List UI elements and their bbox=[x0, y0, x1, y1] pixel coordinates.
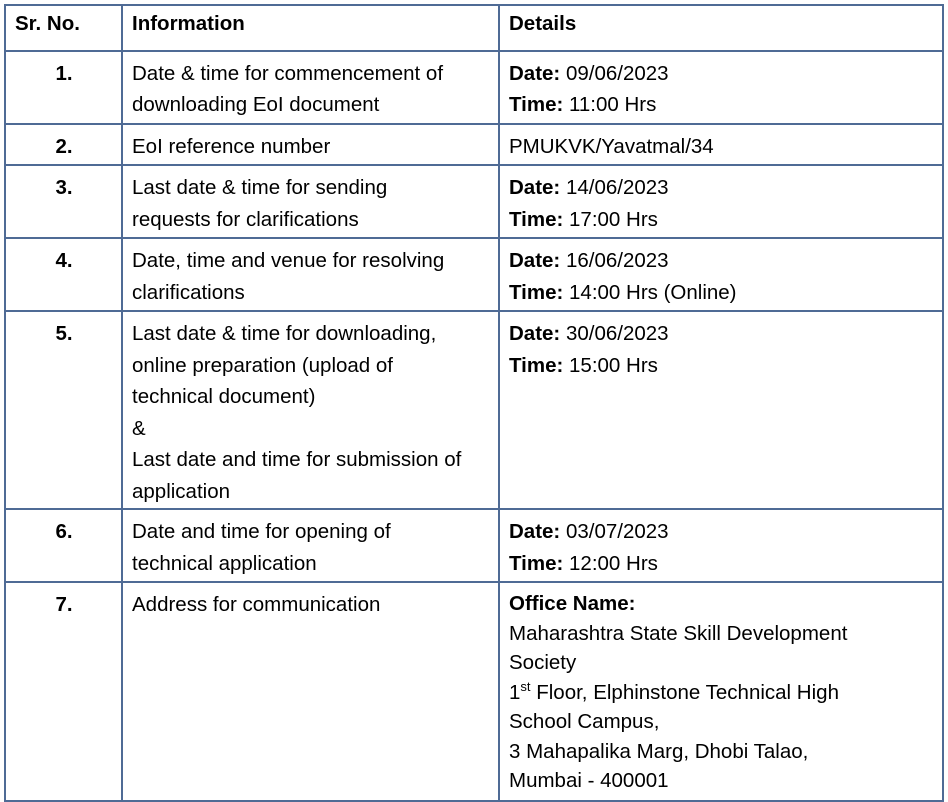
information-line: application bbox=[132, 479, 231, 503]
address-line: Maharashtra State Skill Development bbox=[509, 621, 848, 645]
details-cell bbox=[499, 124, 943, 166]
information-line: & bbox=[132, 416, 146, 440]
date-value: 03/07/2023 bbox=[565, 520, 669, 543]
information-cell bbox=[122, 311, 499, 509]
table-row bbox=[5, 238, 943, 311]
information-line: Date, time and venue for resolving bbox=[132, 249, 445, 272]
date-label: Date: bbox=[509, 520, 561, 543]
address-cell bbox=[499, 582, 943, 801]
time-label: Time: bbox=[509, 93, 564, 116]
information-line: clarifications bbox=[132, 280, 245, 304]
information-line: Date & time for commencement of bbox=[132, 61, 444, 85]
details-cell bbox=[499, 165, 943, 238]
time-label: Time: bbox=[509, 353, 564, 377]
header-details: Details bbox=[499, 5, 943, 51]
table-row bbox=[5, 124, 943, 166]
address-line: Society bbox=[509, 651, 577, 674]
information-cell bbox=[122, 165, 499, 238]
date-label: Date: bbox=[509, 249, 561, 272]
sr-number: 6. bbox=[5, 509, 122, 582]
date-value: 30/06/2023 bbox=[565, 322, 669, 345]
time-label: Time: bbox=[509, 207, 564, 231]
time-value: 11:00 Hrs bbox=[569, 93, 657, 116]
information-line: online preparation (upload of bbox=[132, 353, 393, 377]
floor-suffix: st bbox=[520, 678, 531, 694]
information-cell bbox=[122, 124, 499, 166]
information-cell bbox=[122, 582, 499, 801]
time-value: 15:00 Hrs bbox=[569, 353, 658, 377]
time-label: Time: bbox=[509, 551, 564, 575]
information-line: Address for communication bbox=[132, 593, 381, 616]
information-line: requests for clarifications bbox=[132, 207, 359, 231]
information-line: EoI reference number bbox=[132, 134, 331, 158]
sr-number: 4. bbox=[5, 238, 122, 311]
information-cell bbox=[122, 51, 499, 124]
date-value: 14/06/2023 bbox=[565, 176, 669, 199]
date-label: Date: bbox=[509, 61, 561, 85]
table-header-row bbox=[5, 5, 943, 51]
sr-number: 3. bbox=[5, 165, 122, 238]
date-label: Date: bbox=[509, 322, 561, 345]
information-line: Last date & time for sending bbox=[132, 176, 388, 199]
date-value: 16/06/2023 bbox=[565, 249, 669, 272]
time-value: 17:00 Hrs bbox=[569, 207, 658, 231]
information-cell bbox=[122, 509, 499, 582]
details-cell bbox=[499, 509, 943, 582]
information-line: Last date & time for downloading, bbox=[132, 322, 437, 345]
information-line: Date and time for opening of bbox=[132, 520, 391, 543]
table-row bbox=[5, 165, 943, 238]
information-line: technical application bbox=[132, 551, 317, 575]
details-cell bbox=[499, 238, 943, 311]
sr-number: 2. bbox=[5, 124, 122, 166]
time-value: 14:00 Hrs (Online) bbox=[569, 280, 737, 304]
table-row bbox=[5, 51, 943, 124]
table-row bbox=[5, 582, 943, 801]
information-line: technical document) bbox=[132, 385, 316, 408]
date-value: 09/06/2023 bbox=[565, 61, 669, 85]
header-sr-no: Sr. No. bbox=[5, 5, 122, 51]
sr-number: 7. bbox=[5, 582, 122, 801]
address-line: Mumbai - 400001 bbox=[509, 769, 669, 792]
eoi-schedule-table bbox=[4, 4, 944, 802]
information-line: downloading EoI document bbox=[132, 93, 380, 116]
date-label: Date: bbox=[509, 176, 561, 199]
floor-rest: Floor, Elphinstone Technical High bbox=[530, 680, 839, 704]
information-cell bbox=[122, 238, 499, 311]
address-line: School Campus, bbox=[509, 710, 660, 733]
reference-number-value: PMUKVK/Yavatmal/34 bbox=[509, 134, 714, 158]
sr-number: 1. bbox=[5, 51, 122, 124]
time-value: 12:00 Hrs bbox=[569, 551, 658, 575]
details-cell bbox=[499, 311, 943, 509]
table-row bbox=[5, 311, 943, 509]
address-line: 3 Mahapalika Marg, Dhobi Talao, bbox=[509, 739, 809, 763]
floor-number: 1 bbox=[509, 680, 521, 704]
office-name-label: Office Name: bbox=[509, 592, 636, 615]
table-row bbox=[5, 509, 943, 582]
time-label: Time: bbox=[509, 280, 564, 304]
address-line-floor bbox=[509, 678, 934, 708]
sr-number: 5. bbox=[5, 311, 122, 509]
information-line: Last date and time for submission of bbox=[132, 448, 462, 471]
header-information: Information bbox=[122, 5, 499, 51]
details-cell bbox=[499, 51, 943, 124]
